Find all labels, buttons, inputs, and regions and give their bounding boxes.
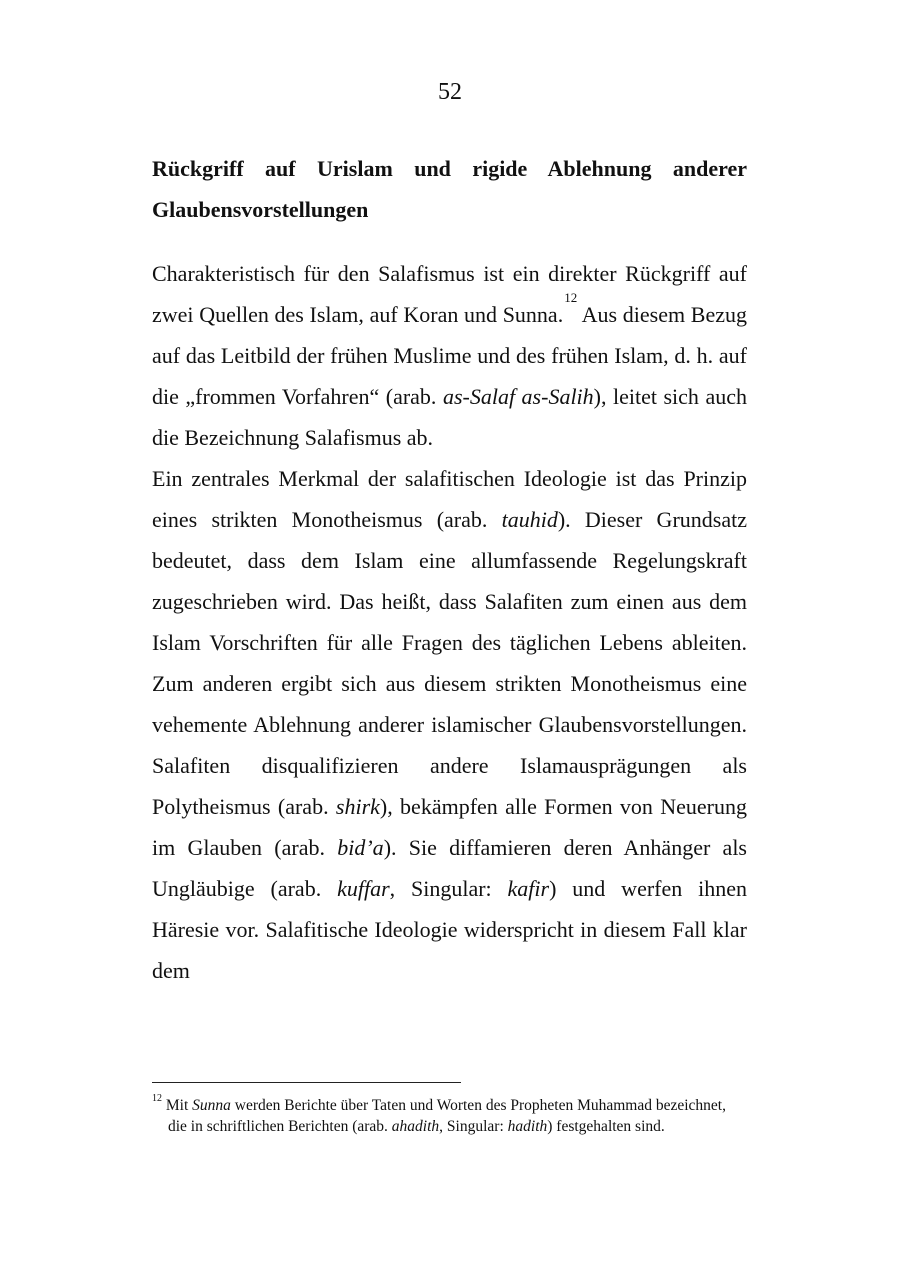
arabic-term: kuffar bbox=[337, 876, 390, 901]
footnote-number: 12 bbox=[152, 1093, 162, 1104]
paragraph-text: Charakteristisch für den Salafismus ist ein direkter Rückgriff auf zwei Quellen des Islam, auf Koran und Sunna. bbox=[152, 261, 747, 327]
paragraph-text: ). Sie diffamieren deren Anhänger als Ungläubige (arab. bbox=[152, 835, 747, 901]
footnote-segment: werden Berichte über Taten und Worten des Propheten Muhammad bezeichnet, die in schriftlichen Berichten (arab. bbox=[168, 1097, 726, 1135]
arabic-term: kafir bbox=[507, 876, 550, 901]
paragraph-text: , Singular: bbox=[389, 876, 508, 901]
paragraph-text: ), leitet sich auch die Bezeichnung Salafismus ab. bbox=[152, 384, 747, 450]
arabic-term: as-Salaf as-Salih bbox=[442, 384, 594, 409]
footnote-separator bbox=[152, 1082, 461, 1083]
paragraph-text: Ein zentrales Merkmal der salafitischen Ideologie ist das Prinzip eines strikten Monotheismus (arab. bbox=[152, 466, 747, 532]
main-text bbox=[152, 148, 747, 991]
footnote bbox=[152, 1095, 747, 1137]
footnote-reference[interactable]: 12 bbox=[564, 290, 578, 305]
paragraph-salafism-sources bbox=[152, 253, 747, 458]
paragraph-text: ). Dieser Grundsatz bedeutet, dass dem Islam eine allumfassende Regelungskraft zugeschrieben wird. Das heißt, dass Salafiten zum einen aus dem Islam Vorschriften für alle Fragen des täglichen Lebens ableiten. Zum anderen ergibt sich aus diesem strikten Monotheismus eine vehemente Ablehnung anderer islamischer Glaubensvorstellungen. Salafiten disqualifizieren andere Islamausprägungen als Polytheismus (arab. bbox=[152, 507, 747, 819]
paragraph-text: ), bekämpfen alle Formen von Neuerung im Glauben (arab. bbox=[152, 794, 747, 860]
arabic-term: hadith bbox=[507, 1118, 548, 1135]
page-number: 52 bbox=[438, 79, 462, 105]
section-heading: Rückgriff auf Urislam und rigide Ablehnung anderer Glaubensvorstellungen bbox=[152, 156, 747, 222]
arabic-term: shirk bbox=[335, 794, 380, 819]
footnote-text bbox=[152, 1095, 747, 1137]
paragraph-text: Aus diesem Bezug auf das Leitbild der frühen Muslime und des frühen Islam, d. h. auf die „frommen Vorfahren“ (arab. bbox=[152, 302, 747, 409]
paragraph-monotheism bbox=[152, 458, 747, 991]
arabic-term: bid’a bbox=[337, 835, 384, 860]
footnote-segment: Mit bbox=[162, 1097, 193, 1114]
arabic-term: ahadith bbox=[391, 1118, 440, 1135]
arabic-term: Sunna bbox=[192, 1097, 231, 1114]
footnote-segment: , Singular: bbox=[439, 1118, 508, 1135]
footnote-segment: ) festgehalten sind. bbox=[547, 1118, 665, 1135]
paragraph-text: ) und werfen ihnen Häresie vor. Salafitische Ideologie widerspricht in diesem Fall klar dem bbox=[152, 876, 747, 983]
arabic-term: tauhid bbox=[501, 507, 558, 532]
